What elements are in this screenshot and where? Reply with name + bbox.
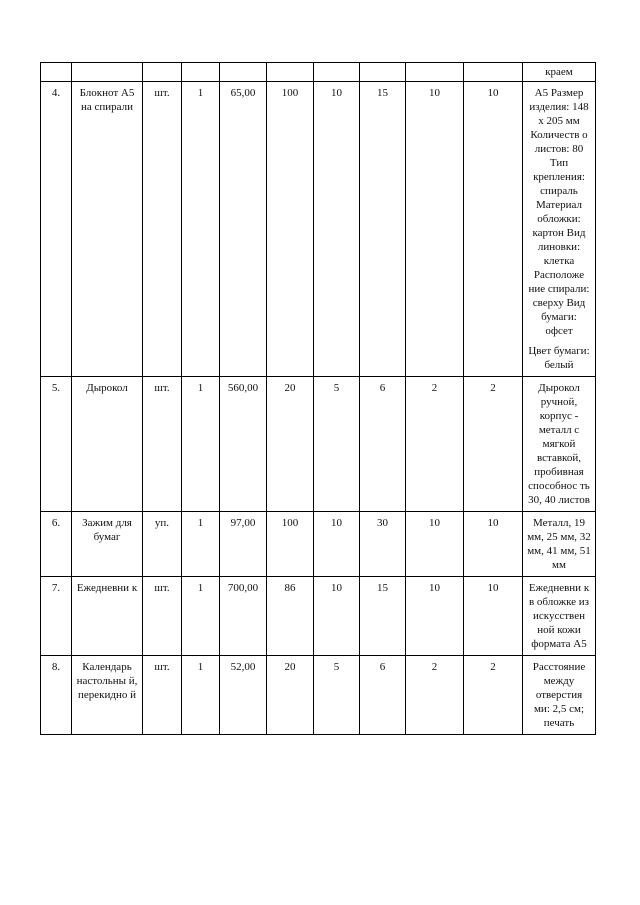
value-cell: 100 xyxy=(267,512,314,577)
row-number: 5. xyxy=(41,377,72,512)
table-cell xyxy=(464,63,523,82)
description-cell: Расстояние между отверстия ми: 2,5 см; печать xyxy=(523,656,596,735)
value-cell: 5 xyxy=(314,656,360,735)
description-cell: краем xyxy=(523,63,596,82)
product-name: Дырокол xyxy=(72,377,143,512)
table-body xyxy=(41,63,596,735)
table-cell xyxy=(360,63,406,82)
value-cell: 100 xyxy=(267,82,314,377)
table-cell xyxy=(41,63,72,82)
row-number: 6. xyxy=(41,512,72,577)
description-cell xyxy=(523,82,596,377)
table-cell xyxy=(220,63,267,82)
value-cell: 10 xyxy=(314,577,360,656)
price-cell: 97,00 xyxy=(220,512,267,577)
value-cell: 15 xyxy=(360,82,406,377)
value-cell: 10 xyxy=(406,82,464,377)
product-name: Календарь настольны й, перекидно й xyxy=(72,656,143,735)
continued-row xyxy=(41,63,596,82)
product-name: Ежедневни к xyxy=(72,577,143,656)
price-cell: 560,00 xyxy=(220,377,267,512)
table-row xyxy=(41,512,596,577)
description-cell: Ежедневни к в обложке из искусствен ной кожи формата А5 xyxy=(523,577,596,656)
table-row xyxy=(41,577,596,656)
table-row xyxy=(41,377,596,512)
quantity-cell: 1 xyxy=(182,656,220,735)
description-text-extra: Цвет бумаги: белый xyxy=(528,345,590,371)
description-cell: Дырокол ручной, корпус - металл с мягкой вставкой, пробивная способнос ть 30, 40 листов xyxy=(523,377,596,512)
value-cell: 6 xyxy=(360,377,406,512)
description-text: А5 Размер изделия: 148 х 205 мм Количеств о листов: 80 Тип крепления: спираль Материал обложки: картон Вид линовки: клетка Расположе ние спирали: сверху Вид бумаги: офсет xyxy=(528,87,590,337)
product-name: Блокнот А5 на спирали xyxy=(72,82,143,377)
price-cell: 65,00 xyxy=(220,82,267,377)
value-cell: 30 xyxy=(360,512,406,577)
quantity-cell: 1 xyxy=(182,512,220,577)
product-table xyxy=(40,62,596,735)
row-number: 7. xyxy=(41,577,72,656)
product-name: Зажим для бумаг xyxy=(72,512,143,577)
value-cell: 2 xyxy=(406,656,464,735)
value-cell: 2 xyxy=(464,377,523,512)
value-cell: 2 xyxy=(464,656,523,735)
value-cell: 10 xyxy=(464,577,523,656)
value-cell: 10 xyxy=(314,82,360,377)
price-cell: 700,00 xyxy=(220,577,267,656)
value-cell: 20 xyxy=(267,656,314,735)
unit-cell: шт. xyxy=(143,656,182,735)
value-cell: 10 xyxy=(314,512,360,577)
value-cell: 10 xyxy=(406,577,464,656)
table-cell xyxy=(314,63,360,82)
value-cell: 5 xyxy=(314,377,360,512)
price-cell: 52,00 xyxy=(220,656,267,735)
unit-cell: уп. xyxy=(143,512,182,577)
quantity-cell: 1 xyxy=(182,377,220,512)
value-cell: 20 xyxy=(267,377,314,512)
table-cell xyxy=(267,63,314,82)
value-cell: 6 xyxy=(360,656,406,735)
quantity-cell: 1 xyxy=(182,82,220,377)
table-cell xyxy=(72,63,143,82)
unit-cell: шт. xyxy=(143,577,182,656)
value-cell: 10 xyxy=(464,512,523,577)
table-cell xyxy=(182,63,220,82)
unit-cell: шт. xyxy=(143,82,182,377)
description-cell: Металл, 19 мм, 25 мм, 32 мм, 41 мм, 51 мм xyxy=(523,512,596,577)
value-cell: 10 xyxy=(464,82,523,377)
value-cell: 15 xyxy=(360,577,406,656)
table-row xyxy=(41,82,596,377)
value-cell: 86 xyxy=(267,577,314,656)
row-number: 8. xyxy=(41,656,72,735)
table-cell xyxy=(143,63,182,82)
row-number: 4. xyxy=(41,82,72,377)
value-cell: 2 xyxy=(406,377,464,512)
table-cell xyxy=(406,63,464,82)
unit-cell: шт. xyxy=(143,377,182,512)
value-cell: 10 xyxy=(406,512,464,577)
table-row xyxy=(41,656,596,735)
quantity-cell: 1 xyxy=(182,577,220,656)
